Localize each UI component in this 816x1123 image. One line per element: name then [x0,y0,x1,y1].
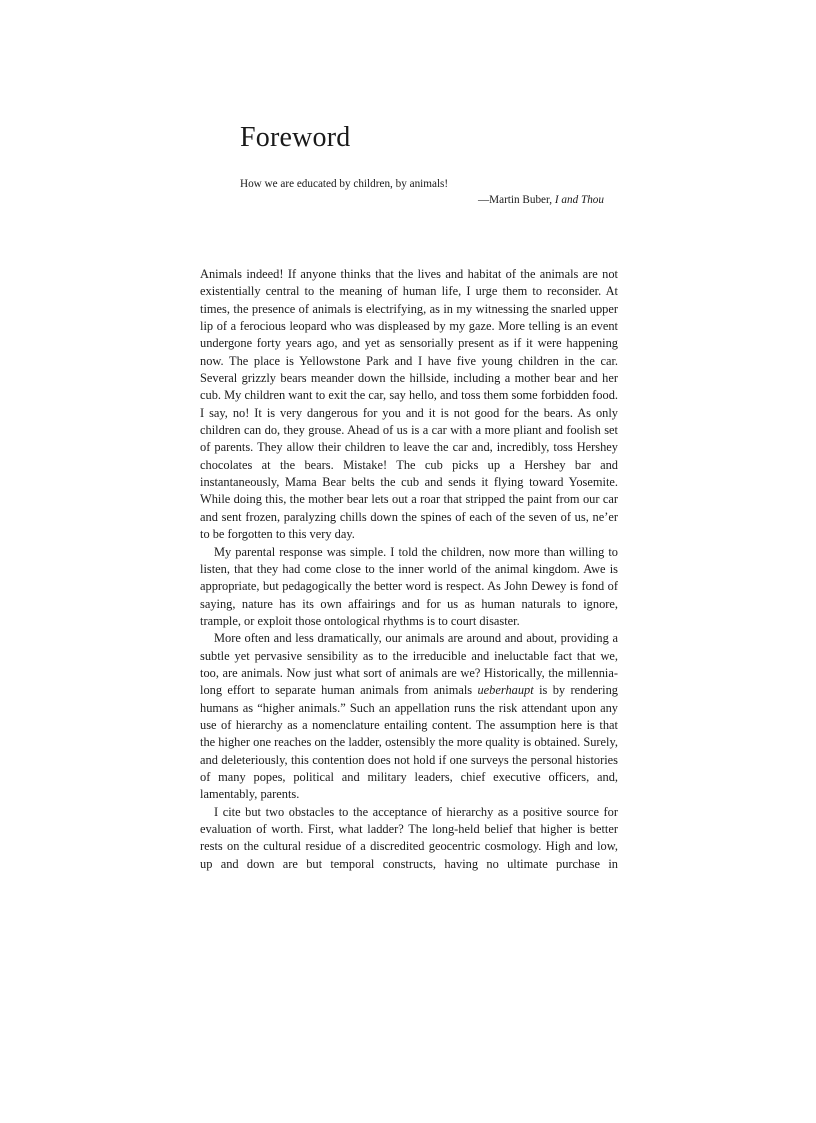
epigraph-attribution-author: —Martin Buber, [477,194,555,206]
paragraph-4 [200,804,618,873]
paragraph-2 [200,544,618,631]
epigraph-attribution-work: I and Thou [554,194,604,206]
paragraph-3-text-start: More often and less dramatically, our animals are around and about, providing a subtle yet pervasive sensibility as to the irreducible and ineluctable fact that we, too, are animals. Now just what sort of animals are we? Historically, the millennia-long effort to separate human animals from animals [200,631,618,698]
paragraph-3-text-end: is by rendering humans as “higher animals.” Such an appellation runs the risk attendant upon any use of hierarchy as a nomenclature entailing content. The assumption here is that the higher one reaches on the ladder, ostensibly the more quality is obtained. Surely, and deleteriously, this contention does not hold if one surveys the personal histories of many popes, political and military leaders, chief executive officers, and, lamentably, parents. [200,683,618,802]
paragraph-4-text: I cite but two obstacles to the acceptance of hierarchy as a positive source for evaluation of worth. First, what ladder? The long-held belief that higher is better rests on the cultural residue of a discredited geocentric cosmology. High and low, up and down are but temporal constructs, having no ultimate purchase in [200,804,618,871]
epigraph [240,176,608,208]
body-text [200,266,618,873]
paragraph-1 [200,266,618,544]
epigraph-quote: How we are educated by children, by animals! [240,178,449,190]
paragraph-3 [200,630,618,803]
paragraph-2-text: My parental response was simple. I told the children, now more than willing to listen, that they had come close to the inner world of the animal kingdom. Awe is appropriate, but pedagogically the better word is respect. As John Dewey is fond of saying, nature has its own affairings and for us as human naturals to ignore, trample, or exploit those ontological rhythms is to court disaster. [200,544,618,628]
paragraph-3-emphasis: ueberhaupt [477,683,534,698]
chapter-title: Foreword [240,122,351,153]
epigraph-attribution [240,192,608,208]
paragraph-1-text: Animals indeed! If anyone thinks that the lives and habitat of the animals are not existentially central to the meaning of human life, I urge them to reconsider. At times, the presence of animals is electrifying, as in my witnessing the snarled upper lip of a ferocious leopard who was displeased by my gaze. More telling is an event undergone forty years ago, and yet as sensorially present as if it were happening now. The place is Yellowstone Park and I have five young children in the car. Several grizzly bears meander down the hillside, including a mother bear and her cub. My children want to exit the car, say hello, and toss them some forbidden food. I say, no! It is very dangerous for you and it is not good for the bears. As only children can do, they grouse. Ahead of us is a car with a more pliant and foolish set of parents. They allow their children to leave the car and, incredibly, toss Hershey chocolates at the bears. Mistake! The cub picks up a Hershey bar and instantaneously, Mama Bear belts the cub and sends it flying toward Yosemite. While doing this, the mother bear lets out a roar that stripped the paint from our car and sent frozen, paralyzing chills down the spines of each of the seven of us, ne’er to be forgotten to this very day. [200,267,618,542]
